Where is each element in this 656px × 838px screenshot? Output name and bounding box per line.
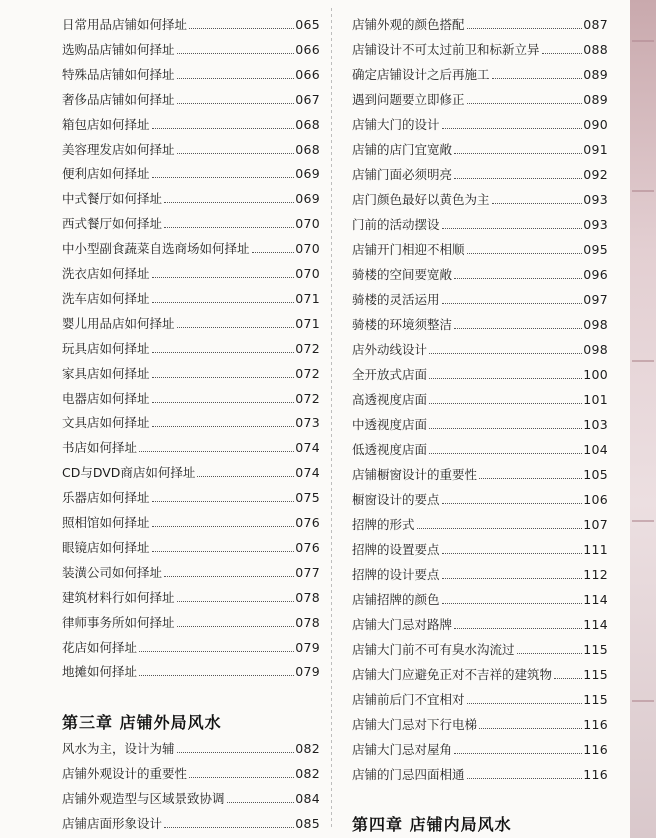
- toc-entry: [62, 487, 320, 507]
- toc-leader-dots: [177, 103, 295, 104]
- toc-leader-dots: [467, 703, 583, 704]
- toc-leader-dots: [152, 277, 295, 278]
- toc-entry-title: 招牌的设置要点: [352, 542, 440, 557]
- toc-entry-title: 洗车店如何择址: [62, 290, 150, 306]
- toc-entry-page: 107: [583, 517, 608, 532]
- toc-entry: [62, 313, 320, 333]
- toc-entry: [352, 589, 608, 609]
- toc-entry: [62, 738, 320, 758]
- toc-entry: [62, 587, 320, 607]
- toc-leader-dots: [429, 453, 582, 454]
- toc-leader-dots: [177, 752, 295, 753]
- toc-leader-dots: [442, 128, 583, 129]
- toc-leader-dots: [152, 302, 295, 303]
- toc-entry-title: 日常用品店铺如何择址: [62, 17, 188, 32]
- toc-entry-page: 077: [295, 564, 320, 580]
- toc-entry: [62, 562, 320, 582]
- toc-entry: [352, 289, 608, 309]
- page-edge-decoration: [630, 0, 656, 838]
- toc-leader-dots: [467, 103, 583, 104]
- toc-leader-dots: [164, 202, 294, 203]
- toc-entry: [352, 564, 608, 584]
- toc-entry-page: 115: [583, 667, 608, 682]
- toc-leader-dots: [164, 576, 294, 577]
- toc-entry-title: 文具店如何择址: [62, 415, 150, 431]
- toc-entry: [62, 763, 320, 783]
- toc-leader-dots: [189, 777, 294, 778]
- toc-entry: [352, 39, 608, 59]
- toc-entry-page: 073: [295, 415, 320, 431]
- toc-leader-dots: [252, 252, 295, 253]
- toc-entry-page: 082: [295, 741, 320, 756]
- toc-entry-title: 店铺设计不可太过前卫和标新立异: [352, 42, 540, 57]
- toc-leader-dots: [429, 403, 582, 404]
- toc-entry-title: 美容理发店如何择址: [62, 141, 175, 157]
- toc-leader-dots: [152, 352, 295, 353]
- toc-entry: [352, 639, 608, 659]
- toc-entry: [352, 14, 608, 34]
- toc-entry-page: 066: [295, 41, 320, 57]
- toc-entry-page: 074: [295, 440, 320, 456]
- toc-leader-dots: [152, 377, 295, 378]
- toc-entry-title: 店铺外观设计的重要性: [62, 766, 188, 781]
- toc-entry-title: 便利店如何择址: [62, 166, 150, 182]
- toc-entry-title: 店铺橱窗设计的重要性: [352, 467, 478, 482]
- column-divider: [331, 8, 332, 830]
- toc-entry: [352, 239, 608, 259]
- toc-entry-title: 箱包店如何择址: [62, 116, 150, 132]
- toc-leader-dots: [139, 675, 294, 676]
- toc-entry-title: 电器店如何择址: [62, 390, 150, 406]
- toc-leader-dots: [197, 476, 294, 477]
- toc-entry-page: 116: [583, 742, 608, 757]
- toc-entry: [352, 539, 608, 559]
- toc-entry-title: 店铺招牌的颜色: [352, 592, 440, 607]
- toc-entry-title: 店铺外观造型与区域景致协调: [62, 791, 225, 806]
- toc-leader-dots: [554, 678, 582, 679]
- toc-entry: [62, 39, 320, 59]
- toc-entry-title: 律师事务所如何择址: [62, 614, 175, 630]
- toc-leader-dots: [442, 303, 583, 304]
- toc-entry: [62, 238, 320, 258]
- toc-entry-title: 地摊如何择址: [62, 664, 138, 680]
- toc-leader-dots: [164, 227, 294, 228]
- toc-entry-title: 洗衣店如何择址: [62, 266, 150, 281]
- toc-entry: [62, 188, 320, 208]
- toc-entry-page: 101: [583, 392, 608, 407]
- toc-entry-title: 选购品店铺如何择址: [62, 41, 175, 57]
- toc-entry-page: 092: [583, 167, 608, 182]
- toc-entry-title: 家具店如何择址: [62, 365, 150, 381]
- toc-entry-title: 风水为主，设计为辅: [62, 741, 175, 756]
- toc-entry-title: 店铺的门忌四面相通: [352, 767, 465, 782]
- toc-entry: [352, 139, 608, 159]
- toc-entry-title: 门前的活动摆设: [352, 217, 440, 232]
- chapter-heading-4: 第四章 店铺内局风水: [352, 815, 512, 834]
- toc-entry: [62, 612, 320, 632]
- toc-entry-page: 111: [583, 542, 608, 557]
- toc-entry-page: 065: [295, 17, 320, 32]
- toc-entry-title: CD与DVD商店如何择址: [62, 465, 196, 481]
- toc-entry: [352, 264, 608, 284]
- toc-entry-page: 079: [295, 664, 320, 680]
- toc-entry-title: 店铺大门的设计: [352, 117, 440, 132]
- toc-entry-page: 098: [583, 317, 608, 332]
- toc-entry-title: 书店如何择址: [62, 440, 138, 456]
- toc-entry-title: 花店如何择址: [62, 639, 138, 655]
- toc-entry-title: 遇到问题要立即修正: [352, 92, 465, 107]
- toc-entry-page: 104: [583, 442, 608, 457]
- toc-leader-dots: [479, 728, 582, 729]
- toc-entry-page: 071: [295, 290, 320, 306]
- toc-entry: [352, 464, 608, 484]
- toc-entry-title: 照相馆如何择址: [62, 515, 150, 530]
- toc-entry-title: 店铺的店门宜宽敞: [352, 142, 453, 157]
- toc-entry-page: 103: [583, 417, 608, 432]
- toc-entry-page: 114: [583, 592, 608, 607]
- toc-entry-page: 089: [583, 67, 608, 82]
- toc-leader-dots: [454, 753, 582, 754]
- toc-leader-dots: [429, 428, 582, 429]
- toc-leader-dots: [152, 501, 295, 502]
- toc-entry: [352, 614, 608, 634]
- toc-entry-title: 玩具店如何择址: [62, 340, 150, 356]
- toc-leader-dots: [442, 503, 583, 504]
- toc-leader-dots: [177, 601, 295, 602]
- toc-entry: [352, 764, 608, 784]
- toc-entry-page: 085: [295, 816, 320, 831]
- toc-entry: [352, 89, 608, 109]
- toc-entry-page: 070: [295, 266, 320, 281]
- toc-entry: [62, 537, 320, 557]
- toc-entry-page: 100: [583, 367, 608, 382]
- toc-entry-page: 084: [295, 791, 320, 806]
- toc-entry-page: 071: [295, 315, 320, 331]
- toc-leader-dots: [177, 153, 295, 154]
- toc-entry-title: 乐器店如何择址: [62, 490, 150, 506]
- toc-leader-dots: [429, 378, 582, 379]
- toc-leader-dots: [454, 278, 582, 279]
- toc-entry-page: 082: [295, 766, 320, 781]
- toc-entry-title: 确定店铺设计之后再施工: [352, 67, 490, 82]
- toc-entry-page: 076: [295, 539, 320, 555]
- toc-leader-dots: [442, 603, 583, 604]
- toc-entry-page: 072: [295, 390, 320, 406]
- toc-entry-page: 115: [583, 642, 608, 657]
- toc-leader-dots: [479, 478, 582, 479]
- toc-entry: [62, 288, 320, 308]
- toc-entry: [62, 512, 320, 532]
- toc-leader-dots: [152, 551, 295, 552]
- toc-entry-title: 特殊品店铺如何择址: [62, 66, 175, 82]
- toc-entry-title: 低透视度店面: [352, 442, 428, 457]
- toc-entry-page: 096: [583, 267, 608, 282]
- toc-entry: [62, 163, 320, 183]
- toc-entry-title: 奢侈品店铺如何择址: [62, 91, 175, 107]
- toc-entry-title: 中透视度店面: [352, 417, 428, 432]
- toc-entry: [62, 363, 320, 383]
- toc-entry-page: 098: [583, 342, 608, 357]
- toc-entry: [352, 439, 608, 459]
- toc-leader-dots: [454, 628, 582, 629]
- toc-entry-page: 076: [295, 515, 320, 530]
- toc-entry: [62, 89, 320, 109]
- toc-entry: [352, 314, 608, 334]
- toc-leader-dots: [177, 327, 295, 328]
- toc-entry: [62, 661, 320, 681]
- toc-entry-page: 091: [583, 142, 608, 157]
- toc-entry-page: 078: [295, 614, 320, 630]
- toc-leader-dots: [454, 328, 582, 329]
- toc-entry-title: 全开放式店面: [352, 367, 428, 382]
- toc-leader-dots: [152, 177, 295, 178]
- toc-entry-page: 116: [583, 717, 608, 732]
- toc-entry: [62, 388, 320, 408]
- toc-leader-dots: [467, 253, 583, 254]
- toc-entry-title: 婴儿用品店如何择址: [62, 315, 175, 331]
- toc-entry: [352, 64, 608, 84]
- toc-leader-dots: [152, 426, 295, 427]
- toc-entry-page: 075: [295, 490, 320, 506]
- toc-entry-page: 093: [583, 217, 608, 232]
- toc-entry-page: 106: [583, 492, 608, 507]
- toc-leader-dots: [152, 526, 295, 527]
- toc-leader-dots: [152, 128, 295, 129]
- toc-leader-dots: [177, 53, 295, 54]
- toc-entry-title: 橱窗设计的要点: [352, 492, 440, 507]
- toc-leader-dots: [164, 827, 294, 828]
- toc-entry-title: 店铺大门忌对屋角: [352, 742, 453, 757]
- toc-leader-dots: [492, 203, 583, 204]
- toc-entry: [352, 689, 608, 709]
- toc-entry-title: 骑楼的环境须整洁: [352, 317, 453, 332]
- toc-entry-title: 店铺外观的颜色搭配: [352, 17, 465, 32]
- toc-entry: [352, 389, 608, 409]
- toc-leader-dots: [454, 178, 582, 179]
- toc-entry-title: 招牌的形式: [352, 517, 415, 532]
- toc-entry-page: 070: [295, 241, 320, 257]
- toc-entry-title: 店铺大门忌对路牌: [352, 617, 453, 632]
- toc-entry: [62, 412, 320, 432]
- toc-entry: [352, 364, 608, 384]
- toc-entry-page: 093: [583, 192, 608, 207]
- toc-entry: [352, 739, 608, 759]
- toc-leader-dots: [152, 402, 295, 403]
- toc-entry-page: 087: [583, 17, 608, 32]
- toc-entry: [352, 164, 608, 184]
- toc-entry: [62, 788, 320, 808]
- toc-entry-title: 眼镜店如何择址: [62, 539, 150, 555]
- toc-entry-title: 装潢公司如何择址: [62, 564, 163, 580]
- toc-entry: [352, 714, 608, 734]
- toc-entry-page: 069: [295, 166, 320, 182]
- toc-entry-page: 088: [583, 42, 608, 57]
- toc-leader-dots: [467, 28, 583, 29]
- toc-entry: [62, 338, 320, 358]
- toc-leader-dots: [442, 553, 583, 554]
- toc-entry-title: 中式餐厅如何择址: [62, 191, 163, 207]
- toc-leader-dots: [492, 78, 583, 79]
- toc-entry-page: 105: [583, 467, 608, 482]
- toc-entry-page: 078: [295, 589, 320, 605]
- toc-entry: [62, 139, 320, 159]
- toc-entry-title: 店门颜色最好以黄色为主: [352, 192, 490, 207]
- toc-leader-dots: [227, 802, 295, 803]
- toc-leader-dots: [542, 53, 583, 54]
- toc-entry-page: 079: [295, 639, 320, 655]
- toc-entry: [352, 114, 608, 134]
- toc-entry-title: 骑楼的空间要宽敞: [352, 267, 453, 282]
- toc-entry: [352, 664, 608, 684]
- toc-entry: [62, 263, 320, 283]
- toc-leader-dots: [417, 528, 583, 529]
- toc-leader-dots: [429, 353, 582, 354]
- toc-entry: [62, 813, 320, 833]
- toc-entry: [62, 14, 320, 34]
- toc-entry: [352, 489, 608, 509]
- toc-entry-title: 建筑材料行如何择址: [62, 589, 175, 605]
- toc-entry-page: 069: [295, 191, 320, 207]
- toc-entry: [352, 214, 608, 234]
- toc-entry-page: 074: [295, 465, 320, 481]
- toc-entry: [352, 514, 608, 534]
- toc-entry-title: 中小型副食蔬菜自选商场如何择址: [62, 241, 250, 257]
- toc-leader-dots: [139, 651, 294, 652]
- toc-entry-title: 骑楼的灵活运用: [352, 292, 440, 307]
- toc-entry: [62, 114, 320, 134]
- toc-entry-page: 068: [295, 141, 320, 157]
- toc-entry-title: 店铺大门忌对下行电梯: [352, 717, 478, 732]
- toc-entry: [62, 637, 320, 657]
- toc-entry-page: 114: [583, 617, 608, 632]
- chapter-heading-3: 第三章 店铺外局风水: [62, 713, 222, 732]
- toc-entry: [352, 339, 608, 359]
- toc-leader-dots: [517, 653, 583, 654]
- toc-entry-page: 068: [295, 116, 320, 132]
- toc-entry-title: 招牌的设计要点: [352, 567, 440, 582]
- toc-leader-dots: [177, 78, 295, 79]
- toc-entry-title: 高透视度店面: [352, 392, 428, 407]
- toc-entry-page: 066: [295, 66, 320, 82]
- toc-entry: [62, 462, 320, 482]
- toc-leader-dots: [467, 778, 583, 779]
- toc-entry: [62, 64, 320, 84]
- toc-entry-title: 店铺店面形象设计: [62, 816, 163, 831]
- toc-entry-page: 095: [583, 242, 608, 257]
- toc-entry-title: 店外动线设计: [352, 342, 428, 357]
- toc-entry-page: 070: [295, 216, 320, 232]
- toc-entry-page: 090: [583, 117, 608, 132]
- toc-leader-dots: [454, 153, 582, 154]
- toc-entry-title: 店铺开门相迎不相顺: [352, 242, 465, 257]
- toc-entry-page: 116: [583, 767, 608, 782]
- toc-entry-page: 067: [295, 91, 320, 107]
- toc-leader-dots: [442, 228, 583, 229]
- toc-entry: [62, 213, 320, 233]
- toc-entry-title: 店铺大门前不可有臭水沟流过: [352, 642, 515, 657]
- toc-entry-title: 店铺门面必须明亮: [352, 167, 453, 182]
- toc-entry: [352, 414, 608, 434]
- toc-leader-dots: [177, 626, 295, 627]
- toc-entry-page: 072: [295, 365, 320, 381]
- toc-entry-page: 089: [583, 92, 608, 107]
- toc-entry: [62, 437, 320, 457]
- toc-entry-title: 店铺大门应避免正对不吉祥的建筑物: [352, 667, 553, 682]
- toc-entry-title: 西式餐厅如何择址: [62, 216, 163, 232]
- toc-entry-title: 店铺前后门不宜相对: [352, 692, 465, 707]
- toc-leader-dots: [442, 578, 583, 579]
- toc-entry-page: 072: [295, 340, 320, 356]
- toc-leader-dots: [139, 451, 294, 452]
- toc-entry-page: 115: [583, 692, 608, 707]
- toc-entry-page: 112: [583, 567, 608, 582]
- toc-entry: [352, 189, 608, 209]
- toc-entry-page: 097: [583, 292, 608, 307]
- toc-leader-dots: [189, 28, 294, 29]
